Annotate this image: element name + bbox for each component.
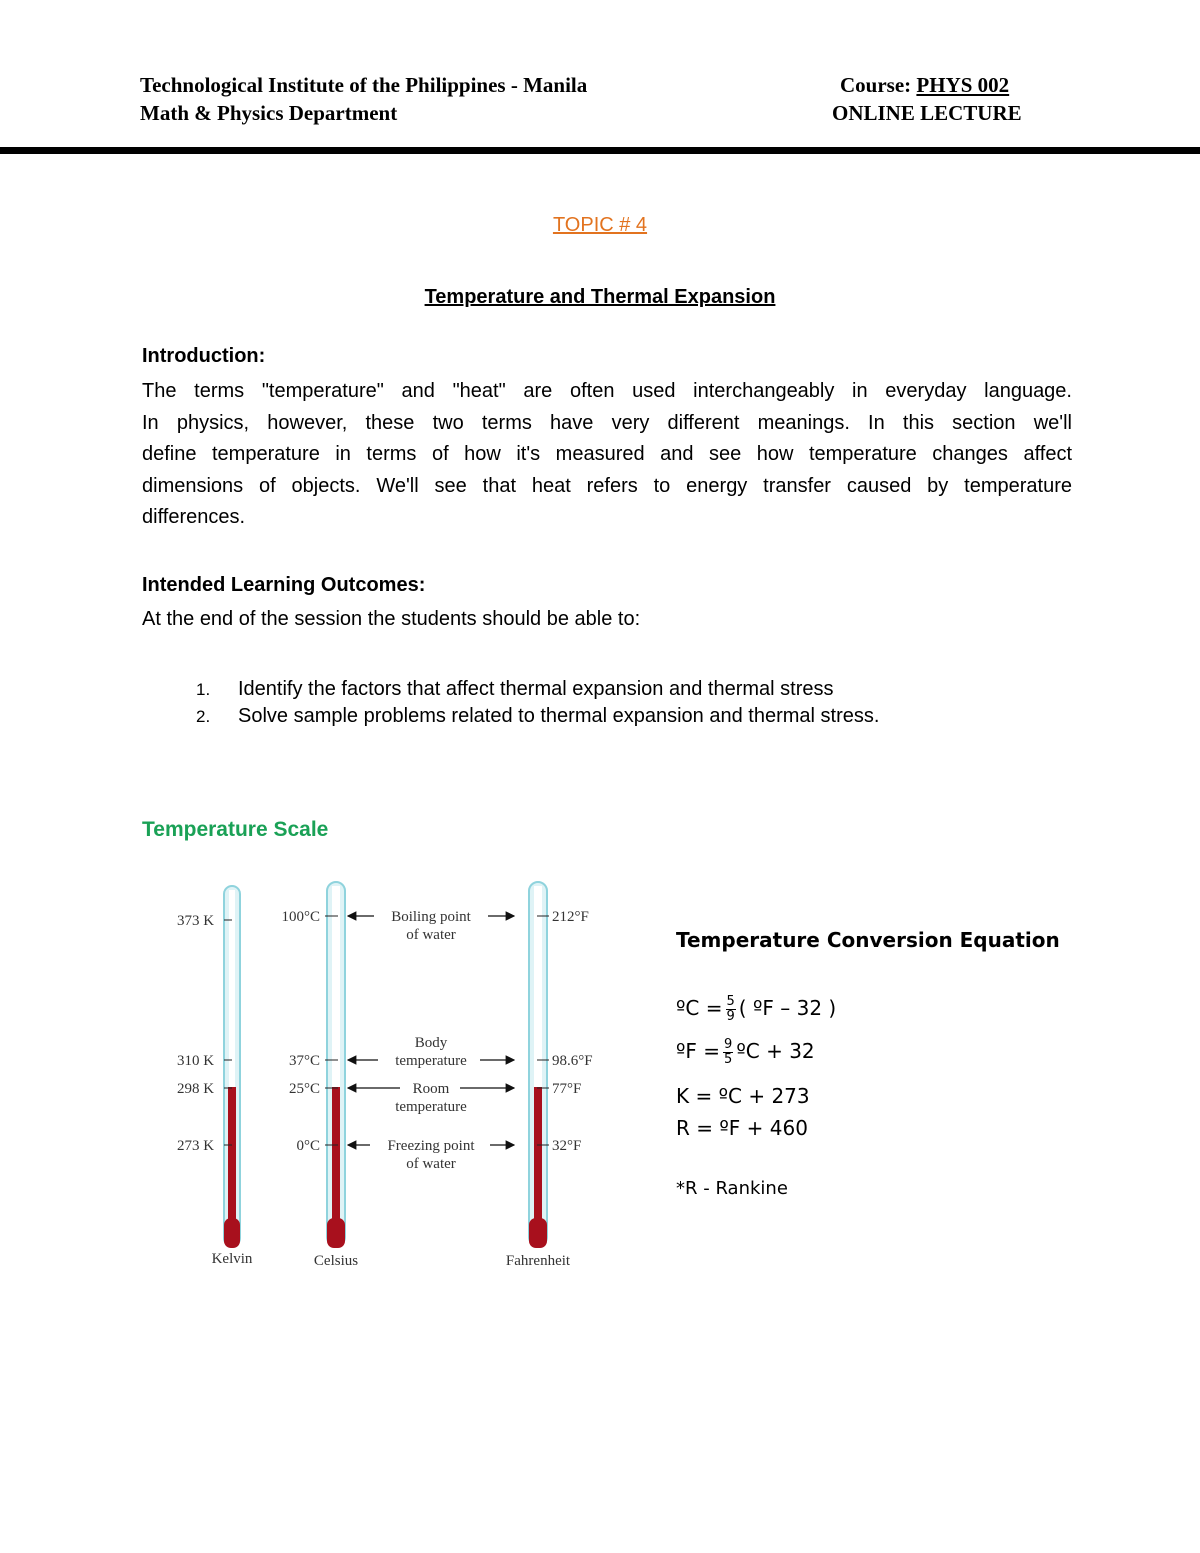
kelvin-bulb	[224, 1218, 240, 1248]
equation-rankine: R = ºF + 460	[676, 1116, 808, 1140]
equation-celsius	[676, 995, 836, 1024]
list-text: Solve sample problems related to thermal expansion and thermal stress.	[238, 705, 880, 727]
course-line	[840, 71, 1009, 99]
kelvin-label: 373 K	[177, 913, 215, 929]
course-label: Course:	[840, 73, 912, 97]
annotation-body-sub: temperature	[395, 1053, 467, 1069]
kelvin-label: 298 K	[177, 1081, 215, 1097]
fahrenheit-bulb	[529, 1218, 547, 1248]
fahrenheit-label: 212°F	[552, 909, 589, 925]
celsius-label: 25°C	[288, 1081, 320, 1097]
kelvin-thermometer	[224, 886, 240, 1248]
celsius-label: 0°C	[296, 1138, 320, 1154]
eq1-lhs: ºC =	[676, 996, 723, 1020]
fahrenheit-label: 98.6°F	[552, 1053, 593, 1069]
list-number: 1.	[196, 680, 211, 699]
eq2-lhs: ºF =	[676, 1039, 721, 1063]
institution-name: Technological Institute of the Philippines - Manila	[140, 73, 588, 97]
annotation-boiling-sub: of water	[406, 927, 456, 943]
kelvin-mercury	[228, 1087, 236, 1227]
eq2-rhs: ºC + 32	[736, 1039, 815, 1063]
page-title: Temperature and Thermal Expansion	[424, 286, 776, 308]
header-rule	[0, 147, 1200, 154]
intro-line: define temperature in terms of how it's measured and see how temperature changes affect	[142, 443, 1072, 465]
department-name: Math & Physics Department	[140, 101, 398, 125]
thermometer-name-celsius: Celsius	[313, 1253, 359, 1269]
topic-number: TOPIC # 4	[552, 214, 648, 236]
thermometer-diagram	[160, 870, 630, 1280]
outcomes-heading: Intended Learning Outcomes:	[142, 574, 426, 596]
celsius-label: 37°C	[288, 1053, 320, 1069]
fahrenheit-label: 32°F	[552, 1138, 582, 1154]
fahrenheit-label: 77°F	[552, 1081, 582, 1097]
outcomes-lead: At the end of the session the students should be able to:	[142, 608, 641, 630]
eq2-numerator: 9	[724, 1037, 733, 1052]
kelvin-label: 310 K	[177, 1053, 215, 1069]
equation-fahrenheit	[676, 1038, 815, 1067]
list-text: Identify the factors that affect thermal expansion and thermal stress	[238, 678, 834, 700]
eq2-denominator: 5	[724, 1052, 733, 1067]
kelvin-label: 273 K	[177, 1138, 215, 1154]
celsius-mercury	[332, 1087, 340, 1227]
annotation-boiling: Boiling point	[391, 909, 471, 925]
equation-kelvin: K = ºC + 273	[676, 1084, 810, 1108]
annotation-body: Body	[414, 1035, 448, 1051]
outcomes-list	[196, 676, 879, 730]
conversion-title: Temperature Conversion Equation	[676, 928, 1060, 952]
eq1-rhs: ( ºF – 32 )	[738, 996, 837, 1020]
thermometer-name-fahrenheit: Fahrenheit	[505, 1253, 571, 1269]
annotation-room: Room	[412, 1081, 450, 1097]
list-item	[196, 676, 879, 703]
course-code: PHYS 002	[916, 73, 1010, 97]
eq1-denominator: 9	[726, 1009, 735, 1024]
celsius-bulb	[327, 1218, 345, 1248]
annotation-freezing-sub: of water	[406, 1156, 456, 1172]
intro-line: In physics, however, these two terms have very different meanings. In this section we'll	[142, 411, 1072, 434]
introduction-paragraph	[142, 376, 1072, 534]
intro-line: The terms "temperature" and "heat" are often used interchangeably in everyday language.	[142, 380, 1072, 402]
intro-line: dimensions of objects. We'll see that heat refers to energy transfer caused by temperature	[142, 474, 1072, 497]
annotation-freezing: Freezing point	[387, 1138, 475, 1154]
fraction-5-9	[726, 995, 736, 1024]
intro-line: differences.	[142, 506, 246, 528]
rankine-note: *R - Rankine	[676, 1178, 788, 1199]
list-number: 2.	[196, 707, 211, 726]
lecture-mode: ONLINE LECTURE	[832, 101, 1022, 125]
introduction-heading: Introduction:	[142, 345, 266, 367]
annotation-room-sub: temperature	[395, 1099, 467, 1115]
fahrenheit-thermometer	[529, 882, 547, 1248]
celsius-thermometer	[327, 882, 345, 1248]
fraction-9-5	[723, 1038, 733, 1067]
temperature-scale-heading: Temperature Scale	[142, 818, 329, 841]
eq1-numerator: 5	[726, 994, 735, 1009]
fahrenheit-mercury	[534, 1087, 542, 1227]
celsius-label: 100°C	[281, 909, 320, 925]
thermometer-name-kelvin: Kelvin	[211, 1251, 253, 1267]
tick-marks	[224, 916, 549, 1145]
list-item	[196, 703, 879, 730]
